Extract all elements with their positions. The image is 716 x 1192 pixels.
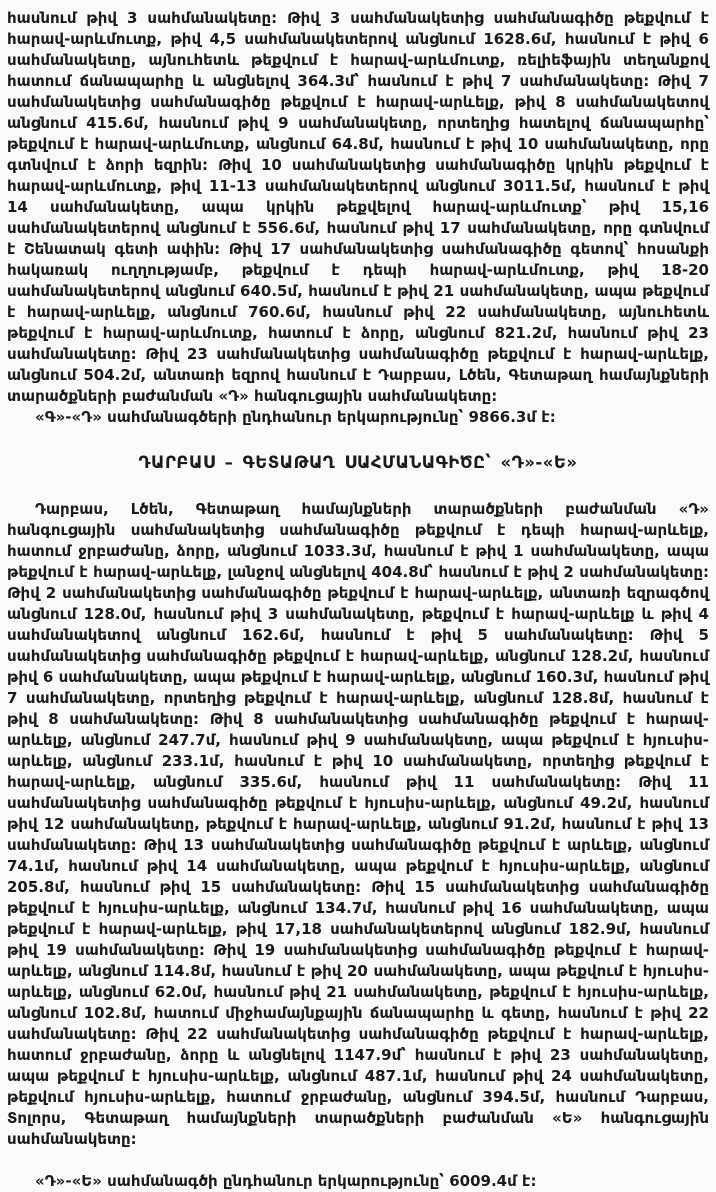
boundary-description-paragraph-g-d: հասնում թիվ 3 սահմանակետը: Թիվ 3 սահմանակետից սահմանագիծը թեքվում է հարավ-արևմուտք, թիվ 4,5 սահմանակետերով անցնում 1628.6մ, հասնում է թիվ 6 սահմանակետը, այնուհետև թեքվում է հարավ-արևմուտք, ռելիեֆային տեղանքով հատում ճանապարհը և անցնելով 364.3մ՝ հասնում է թիվ 7 սահմանակետը: Թիվ 7 սահմանակետից սահմանագիծը թեքվում է հարավ-արևելք, թիվ 8 սահմանակետով անցնում 415.6մ, հասնում թիվ 9 սահմանակետը, որտեղից հատելով ճանապարհը՝ թեքվում է հարավ-արևմուտք, անցնում 64.8մ, հասնում է թիվ 10 սահմանակետը, որը գտնվում է ձորի եզրին: Թիվ 10 սահմանակետից սահմանագիծը կրկին թեքվում է հարավ-արևմուտք, թիվ 11-13 սահմանակետերով անցնում 3011.5մ, հասնում է թիվ 14 սահմանակետը, ապա կրկին թեքվելով հարավ-արևմուտք՝ թիվ 15,16 սահմանակետերով անցնում է 556.6մ, հասնում թիվ 17 սահմանակետը, որը գտնվում է Շենատակ գետի ափին: Թիվ 17 սահմանակետից սահմանագիծը գետով՝ հոսանքի հակառակ ուղղությամբ, թեքվում է դեպի հարավ-արևմուտք, թիվ 18-20 սահմանակետերով անցնում 640.5մ, հասնում է թիվ 21 սահմանակետը, ապա թեքվում է հարավ-արևելք, անցնում 760.6մ, հասնում թիվ 22 սահմանակետը, այնուհետև թեքվում է հարավ-արևմուտք, հատում է ձորը, անցնում 821.2մ, հասնում թիվ 23 սահմանակետը: Թիվ 23 սահմանակետից սահմանագիծը թեքվում է հարավ-արևելք, անցնում 504.2մ, անտառի եզրով հասնում է Դարբաս, Լծեն, Գետաթաղ համայնքների տարածքների բաժանման «Դ» հանգուցային սահմանակետը:	[7, 9, 709, 405]
section-heading-darbas-getatagh: ԴԱՐԲԱՍ – ԳԵՏԱԹԱՂ ՍԱՀՄԱՆԱԳԻԾԸ՝ «Դ»-«Ե»	[138, 453, 578, 472]
boundary-total-length-g-d: «Գ»-«Դ» սահմանագծերի ընդհանուր երկարությունը՝ 9866.3մ է:	[35, 408, 556, 426]
paragraph-spacer	[7, 1150, 709, 1171]
boundary-description-paragraph-d-e: Դարբաս, Լծեն, Գետաթաղ համայնքների տարածքների բաժանման «Դ» հանգուցային սահմանակետից սահմանագիծը թեքվում է դեպի հարավ-արևելք, հատում ջրբաժանը, ձորը, անցնում 1033.3մ, հասնում է թիվ 1 սահմանակետը, ապա թեքվում է հարավ-արևելք, լանջով անցնելով 404.8մ՝ հասնում է թիվ 2 սահմանակետը: Թիվ 2 սահմանակետից սահմանագիծը թեքվում է հարավ-արևելք, անտառի եզրագծով անցնում 128.0մ, հասնում թիվ 3 սահմանակետը, թեքվում է հարավ-արևելք և թիվ 4 սահմանակետով անցնում 162.6մ, հասնում է թիվ 5 սահմանակետը: Թիվ 5 սահմանակետից սահմանագիծը թեքվում է հարավ-արևելք, անցնում 128.2մ, հասնում թիվ 6 սահմանակետը, ապա թեքվում է հարավ-արևելք, անցնում 160.3մ, հասնում թիվ 7 սահմանակետը, որտեղից թեքվում է հարավ-արևելք, անցնում 128.8մ, հասնում է թիվ 8 սահմանակետը: Թիվ 8 սահմանակետից սահմանագիծը թեքվում է հարավ-արևելք, անցնում 247.7մ, հասնում թիվ 9 սահմանակետը, ապա թեքվում է հյուսիս-արևելք, անցնում 233.1մ, հասնում է թիվ 10 սահմանակետը, որտեղից թեքվում է հարավ-արևելք, անցնում 335.6մ, հասնում թիվ 11 սահմանակետը: Թիվ 11 սահմանակետից սահմանագիծը թեքվում է հյուսիս-արևելք, անցնում 49.2մ, հասնում թիվ 12 սահմանակետը, թեքվում է հարավ-արևելք, անցնում 91.2մ, հասնում է թիվ 13 սահմանակետը: Թիվ 13 սահմանակետից սահմանագիծը թեքվում է արևելք, անցնում 74.1մ, հասնում թիվ 14 սահմանակետը, ապա թեքվում է հյուսիս-արևելք, անցնում 205.8մ, հասնում թիվ 15 սահմանակետը: Թիվ 15 սահմանակետից սահմանագիծը թեքվում է հյուսիս-արևելք, անցնում 134.7մ, հասնում թիվ 16 սահմանակետը, ապա թեքվում է հարավ-արևելք, թիվ 17,18 սահմանակետերով անցնում 182.9մ, հասնում թիվ 19 սահմանակետը: Թիվ 19 սահմանակետից սահմանագիծը թեքվում է հարավ-արևելք, անցնում 114.8մ, հասնում է թիվ 20 սահմանակետը, ապա թեքվում է հյուսիս-արևելք, անցնում 62.0մ, հասնում թիվ 21 սահմանակետը, թեքվում է հյուսիս-արևելք, անցնում 102.8մ, հատում միջհամայնքային ճանապարհը և գետը, հասնում է թիվ 22 սահմանակետը: Թիվ 22 սահմանակետից սահմանագիծը թեքվում է հարավ-արևելք, հատում ջրբաժանը, ձորը և անցնելով 1147.9մ՝ հասնում է թիվ 23 սահմանակետը, ապա թեքվում է հյուսիս-արևելք, անցնում 487.1մ, հասնում թիվ 24 սահմանակետը, թեքվում հյուսիս-արևելք, հատում ջրբաժանը, անցնում 394.5մ, հասնում Դարբաս, Տոլորս, Գետաթաղ համայնքների տարածքների բաժանման «Ե» հանգուցային սահմանակետը:	[7, 500, 709, 1148]
boundary-total-length-d-e: «Դ»-«Ե» սահմանագծի ընդհանուր երկարությունը՝ 6009.4մ է:	[35, 1172, 537, 1190]
